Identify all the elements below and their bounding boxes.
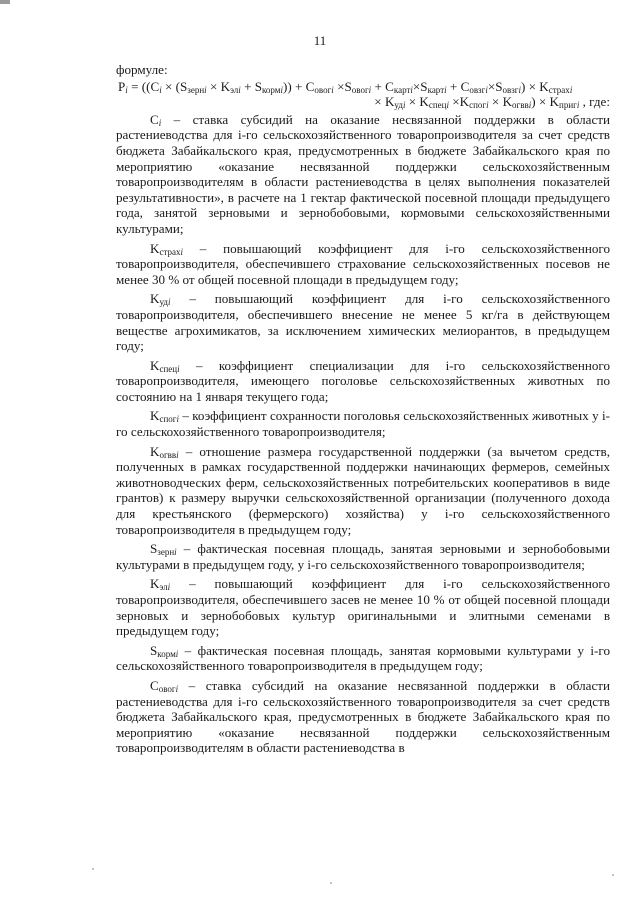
subscript: i — [158, 117, 162, 128]
definition-paragraph — [116, 358, 610, 405]
text-run: K — [150, 576, 160, 592]
definition-paragraph — [116, 112, 610, 237]
subscript: i — [368, 84, 372, 95]
subscript: эл — [230, 84, 239, 95]
text-run: S — [150, 642, 158, 658]
text-run: + C — [371, 78, 394, 94]
scan-speck — [612, 874, 614, 876]
text-run: K — [150, 408, 160, 424]
subscript: овог — [314, 84, 332, 95]
subscript: i — [444, 84, 447, 95]
text-run: × K — [374, 94, 395, 110]
definitions-list — [116, 112, 610, 756]
definition-paragraph — [116, 444, 610, 538]
definition-paragraph — [116, 291, 610, 353]
text-run: K — [150, 357, 160, 373]
definition-paragraph — [116, 408, 610, 439]
text-run: – повышающий коэффициент для i-го сельскохозяйственного товаропроизводителя, обеспечившего внесение не менее 5 кг/га в действующем веществе агрохимикатов, за исключением химических мелиорантов, в предыдущем году; — [116, 291, 610, 354]
text-run: ×K — [448, 94, 470, 110]
text-run: – фактическая посевная площадь, занятая зерновыми и зернобобовыми культурами в предыдущем году, у i-го сельскохозяйственного товаропроизводителя; — [116, 541, 610, 572]
subscript: i — [518, 84, 522, 95]
definition-paragraph — [116, 576, 610, 638]
text-run: – ставка субсидий на оказание несвязанной поддержки в области растениеводства для i-го сельскохозяйственного товаропроизводителя за счет средств бюджета Забайкальского края, предусмотренных в бюджете Забайкальского края по мероприятию «оказание несвязанной поддержки сельскохозяйственным товаропроизводителям в области растениеводства в — [116, 677, 610, 756]
subscript: i — [125, 84, 128, 95]
text-run: × K — [206, 78, 231, 94]
text-run: – фактическая посевная площадь, занятая кормовыми культурами у i-го сельскохозяйственного товаропроизводителя в предыдущем году; — [116, 642, 610, 674]
subscript: i — [159, 84, 162, 95]
subscript: i — [167, 582, 171, 593]
text-run: S — [150, 541, 158, 557]
subscript: спог — [159, 414, 177, 425]
scan-corner-mark — [0, 0, 10, 4]
subscript: корм — [262, 84, 281, 95]
subscript: i — [176, 414, 179, 425]
text-run: × K — [405, 94, 429, 110]
text-run: ×S — [333, 78, 352, 94]
subscript: спог — [469, 100, 487, 111]
subscript: i — [176, 449, 179, 460]
formula — [116, 79, 610, 110]
text-run: ) × K — [521, 78, 549, 94]
text-run: K — [150, 291, 160, 307]
definition-paragraph — [116, 643, 610, 674]
subscript: i — [175, 683, 179, 694]
subscript: зерн — [157, 547, 175, 558]
definition-paragraph — [116, 241, 610, 288]
text-run: – коэффициент специализации для i-го сельскохозяйственного товаропроизводителя, имеющего поголовье сельскохозяйственных животных по состоянию на 1 января текущего года; — [116, 357, 610, 404]
scan-speck — [92, 868, 94, 870]
subscript: уд — [159, 297, 168, 308]
subscript: страх — [548, 84, 570, 95]
text-run: ×S — [412, 78, 428, 94]
text-run: + C — [446, 78, 470, 94]
subscript: овог — [158, 683, 176, 694]
text-run: ×S — [487, 78, 503, 94]
subscript: i — [486, 100, 489, 111]
subscript: i — [528, 100, 532, 111]
text-run: K — [150, 240, 160, 256]
subscript: карт — [427, 84, 445, 95]
intro-text: формуле: — [116, 62, 168, 77]
text-run: , где: — [579, 94, 610, 110]
definition-paragraph — [116, 678, 610, 756]
subscript: i — [576, 100, 580, 111]
subscript: i — [204, 84, 207, 95]
text-run: × (S — [161, 78, 188, 94]
text-run: = ((C — [127, 78, 160, 94]
subscript: карт — [393, 84, 411, 95]
subscript: i — [446, 100, 449, 111]
definition-paragraph — [116, 541, 610, 572]
page-number: 11 — [313, 33, 327, 48]
text-run: – отношение размера государственной поддержки (за вычетом средств, полученных в рамках государственной поддержки начинающих фермеров, семейных животноводческих ферм, сельскохозяйственных потребительских кооперативов в виде грантов) к размеру выручки сельскохозяйственной организации (полученного дохода для крестьянского (фермерского) хозяйства) у i-го сельскохозяйственного товаропроизводителя в предыдущем году; — [116, 443, 610, 537]
text-run: – повышающий коэффициент для i-го сельскохозяйственного товаропроизводителя, обеспечившего страхование сельскохозяйственных посевов не менее 30 % от общей посевной площади в предыдущем году; — [116, 240, 610, 287]
subscript: i — [167, 297, 171, 308]
subscript: i — [177, 363, 180, 374]
subscript: овзг — [469, 84, 486, 95]
subscript: i — [175, 648, 179, 659]
subscript: i — [174, 547, 177, 558]
subscript: страх — [159, 246, 181, 257]
subscript: i — [485, 84, 488, 95]
subscript: i — [180, 246, 184, 257]
document-body — [116, 62, 610, 760]
subscript: зерн — [187, 84, 205, 95]
text-run: )) + C — [283, 78, 315, 94]
text-run: + S — [240, 78, 263, 94]
subscript: i — [410, 84, 413, 95]
scan-speck — [330, 882, 332, 884]
subscript: приг — [559, 100, 577, 111]
subscript: огвв — [159, 449, 177, 460]
subscript: i — [569, 84, 573, 95]
subscript: овзг — [502, 84, 519, 95]
text-run: C — [150, 111, 159, 127]
subscript: i — [331, 84, 334, 95]
subscript: уд — [394, 100, 403, 111]
subscript: огвв — [512, 100, 529, 111]
text-run: – ставка субсидий на оказание несвязанной поддержки в области растениеводства для i-го сельскохозяйственного товаропроизводителя за счет средств бюджета Забайкальского края, предусмотренных в бюджете Забайкальского края по мероприятию «оказание несвязанной поддержки сельскохозяйственным товаропроизводителям в области растениеводства в целях выполнения показателей результативности», в расчете на 1 гектар фактической посевной площади предыдущего года, занятой зерновыми и зернобобовыми, кормовыми сельскохозяйственными культурами; — [116, 111, 610, 236]
subscript: i — [238, 84, 241, 95]
text-run: – повышающий коэффициент для i-го сельскохозяйственного товаропроизводителя, обеспечившего засев не менее 10 % от общей посевной площади зерновых и зернобобовых культур оригинальными и элитными семенами в предыдущем году; — [116, 576, 610, 639]
subscript: i — [402, 100, 406, 111]
formula-line-2 — [116, 94, 610, 110]
text-run: ) × K — [531, 94, 559, 110]
text-run: C — [150, 677, 159, 693]
subscript: эл — [159, 582, 168, 593]
text-run: × K — [488, 94, 513, 110]
formula-line-1 — [116, 79, 610, 95]
text-run: K — [150, 443, 160, 459]
subscript: корм — [157, 648, 176, 659]
subscript: i — [280, 84, 284, 95]
text-run: – коэффициент сохранности поголовья сельскохозяйственных животных у i-го сельскохозяйственного товаропроизводителя; — [116, 408, 610, 440]
subscript: спец — [159, 363, 178, 374]
subscript: овог — [351, 84, 369, 95]
text-run: P — [118, 78, 126, 94]
subscript: спец — [428, 100, 447, 111]
